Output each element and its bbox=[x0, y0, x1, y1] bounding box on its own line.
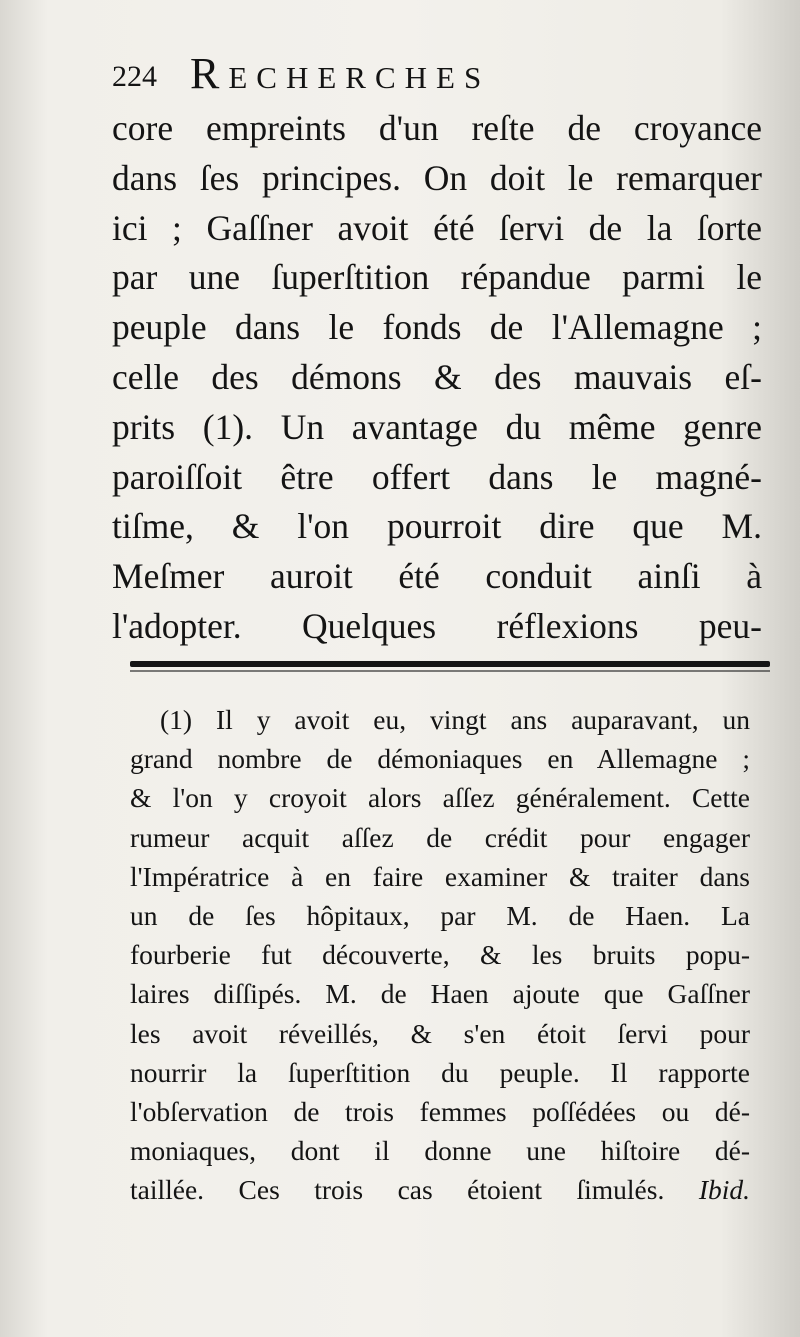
footnote-line: grand nombre de démoniaques en Allemagne ; bbox=[130, 743, 750, 775]
running-title: Recherches bbox=[190, 49, 491, 98]
footnote-line: laires diſſipés. M. de Haen ajoute que Gaſſner bbox=[130, 978, 750, 1010]
page-number: 224 bbox=[112, 60, 157, 93]
footnote-line: nourrir la ſuperſtition du peuple. Il rapporte bbox=[130, 1056, 750, 1088]
footnote bbox=[130, 700, 750, 1210]
text-line: Meſmer auroit été conduit ainſi à bbox=[112, 556, 762, 597]
footnote-reference: Ibid. bbox=[698, 1174, 750, 1206]
footnote-last-text: taillée. Ces trois cas étoient ſimulés. bbox=[130, 1174, 665, 1206]
text-line: l'adopter. Quelques réflexions peu- bbox=[112, 605, 762, 646]
text-line: core empreints d'un reſte de croyance bbox=[112, 108, 762, 148]
text-line: paroiſſoit être offert dans le magné- bbox=[112, 456, 762, 497]
main-text bbox=[112, 104, 762, 652]
footnote-last-line bbox=[130, 1170, 750, 1209]
page-header bbox=[112, 44, 672, 108]
footnote-line: rumeur acquit aſſez de crédit pour engager bbox=[130, 821, 750, 853]
footnote-line: & l'on y croyoit alors aſſez généralement. Cette bbox=[130, 782, 750, 814]
footnote-line: fourberie fut découverte, & les bruits popu- bbox=[130, 939, 750, 971]
footnote-line: les avoit réveillés, & s'en étoit ſervi pour bbox=[130, 1017, 750, 1049]
text-line: tiſme, & l'on pourroit dire que M. bbox=[112, 506, 762, 547]
footnote-line: (1) Il y avoit eu, vingt ans auparavant, un bbox=[160, 704, 750, 735]
text-line: peuple dans le fonds de l'Allemagne ; bbox=[112, 307, 762, 348]
footnote-rule-thin bbox=[130, 670, 770, 672]
footnote-line: un de ſes hôpitaux, par M. de Haen. La bbox=[130, 900, 750, 932]
text-line: dans ſes principes. On doit le remarquer bbox=[112, 157, 762, 198]
text-line: prits (1). Un avantage du même genre bbox=[112, 406, 762, 447]
text-line: par une ſuperſtition répandue parmi le bbox=[112, 257, 762, 298]
footnote-line: l'obſervation de trois femmes poſſédées ou dé- bbox=[130, 1096, 750, 1128]
footnote-line: moniaques, dont il donne une hiſtoire dé- bbox=[130, 1135, 750, 1167]
footnote-rule bbox=[130, 661, 770, 667]
text-line: ici ; Gaſſner avoit été ſervi de la ſorte bbox=[112, 207, 762, 248]
text-line: celle des démons & des mauvais eſ- bbox=[112, 356, 762, 397]
footnote-line: l'Impératrice à en faire examiner & traiter dans bbox=[130, 860, 750, 892]
